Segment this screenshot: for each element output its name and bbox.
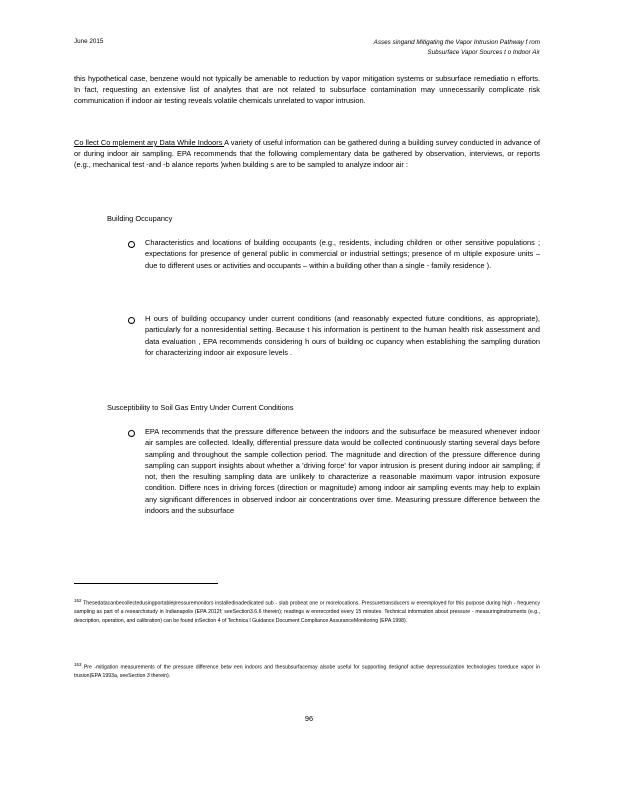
footnote-separator <box>74 583 218 584</box>
header-title <box>240 38 540 58</box>
footnote-number: 152 <box>74 598 82 603</box>
sub-bullet-text: EPA recommends that the pressure difference between the indoors and the subsurface be measured whenever indoor air samples are collected. Ideally, differential pressure data would be collected continuously starting several days before sampling and throughout the sample collection period. The magnitude and direction of the pressure difference during sampling can support insights about whether a 'driving force' for vapor intrusion is present during indoor air sampling; if not, then the resulting sampling data are unlikely to characterize a reasonable maximum vapor intrusion exposure condition. Differe nces in driving forces (direction or magnitude) among indoor air sampling events may help to explain any significant differences in observed indoor air concentrations over time. Measuring pressure difference between the indoors and the subsurface <box>145 427 540 516</box>
header-date: June 2015 <box>74 38 104 45</box>
sub-bullet-text: Characteristics and locations of building occupants (e.g., residents, including children or other sensitive populations ; expectations for presence of general public in commercial or industrial settings; presence of m ultiple exposure units – due to different uses or activities and occupants – within a building other than a single - family residence ). <box>145 238 540 270</box>
sub-bullet-characteristics <box>128 237 540 271</box>
bullet-building-occupancy <box>91 213 172 224</box>
bullet-label: Building Occupancy <box>107 214 173 223</box>
circle-bullet-icon <box>128 430 135 437</box>
circle-bullet-icon <box>128 241 135 248</box>
footnote-number: 153 <box>74 662 82 667</box>
paragraph-intro: this hypothetical case, benzene would not typically be amenable to reduction by vapor mitigation systems or subsurface remediatio n efforts. In fact, requesting an extensive list of analytes that are not related to subsurface contamination may unnecessarily complicate risk communication if indoor air testing reveals volatile chemicals unrelated to vapor intrusion. <box>74 74 540 106</box>
sub-bullet-hours <box>128 313 540 358</box>
paragraph-body: A variety of useful information can be gathered during a building survey conducted in advance of or during indoor air sampling. EPA recommends that the following complementary data be gathered by observation, interviews, or reports (e.g., mechanical test -and -b alance reports )when building s are to be sampled to analyze indoor air : <box>74 138 541 170</box>
paragraph-heading: Co llect Co mplement ary Data While Indoors <box>74 138 225 147</box>
sub-bullet-pressure <box>128 426 540 516</box>
footnote-153 <box>74 661 540 681</box>
footnote-text: Pre -mitigation measurements of the pressure difference betw een indoors and thesubsurfacemay alsobe useful for supporting designof active depressurization technologies toreduce vapor in trusion(EPA 1993a, seeSection 3 therein). <box>74 664 540 680</box>
header-title-line2: Subsurface Vapor Sources t o Indoor Air <box>427 49 540 56</box>
header-title-line1: Asses singand Mitigating the Vapor Intrusion Pathway f rom <box>373 39 540 46</box>
circle-bullet-icon <box>128 317 135 324</box>
sub-bullet-text: H ours of building occupancy under current conditions (and reasonably expected future conditions, as appropriate), particularly for a nonresidential setting. Because t his information is pertinent to the human health risk assessment and data evaluation , EPA recommends considering h ours of building oc cupancy when establishing the sampling duration for characterizing indoor air exposure levels . <box>145 314 540 357</box>
footnote-text: Thesedatacanbecollectedusingportablepressuremonitors installedinadedicated sub - slab probeat one or morelocations. Pressuretransducers w ereemployed for this purpose during high - frequency sampling as part of a researchstudy in Indianapolis (EPA 2012f; seeSection3.6.6 therein); readings w ererecorded every 15 minutes. Technical information about pressure - measuringinstruments (e.g., description, operation, and calibration) can be found inSection 4 of Technica l Guidance Document Compliance AssuranceMonitoring (EPA 1998). <box>74 600 540 624</box>
paragraph-complementary-data <box>74 137 540 171</box>
page-number: 96 <box>304 714 314 723</box>
bullet-susceptibility <box>91 402 294 413</box>
footnote-152 <box>74 597 540 626</box>
bullet-label: Susceptibility to Soil Gas Entry Under Current Conditions <box>107 403 294 412</box>
